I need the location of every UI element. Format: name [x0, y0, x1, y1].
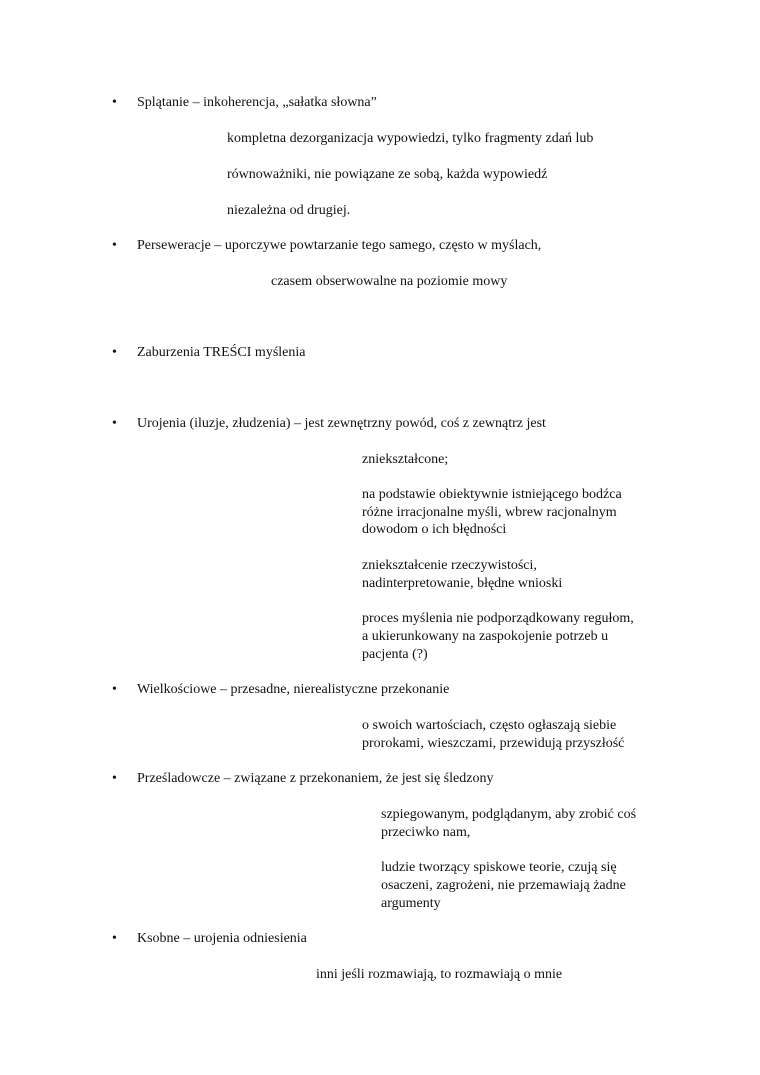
list-item-heading: Wielkościowe – przesadne, nierealistyczne przekonanie	[137, 682, 450, 697]
list-item-text: inni jeśli rozmawiają, to rozmawiają o mnie	[316, 967, 563, 982]
list-item-text: nadinterpretowanie, błędne wnioski	[362, 576, 563, 591]
list-item-text: argumenty	[381, 896, 441, 911]
list-item-heading: Ksobne – urojenia odniesienia	[137, 931, 307, 946]
bullet-icon: •	[112, 345, 117, 360]
list-item-text: pacjenta (?)	[362, 647, 428, 662]
bullet-icon: •	[112, 95, 117, 110]
bullet-icon: •	[112, 416, 117, 431]
bullet-icon: •	[112, 771, 117, 786]
list-item-text: dowodom o ich błędności	[362, 522, 507, 537]
list-item-text: zniekształcenie rzeczywistości,	[362, 558, 537, 573]
bullet-icon: •	[112, 931, 117, 946]
list-item-text: niezależna od drugiej.	[227, 203, 351, 218]
list-item-text: o swoich wartościach, często ogłaszają siebie	[362, 718, 617, 733]
bullet-icon: •	[112, 238, 117, 253]
list-item-text: zniekształcone;	[362, 452, 449, 467]
list-item-text: szpiegowanym, podglądanym, aby zrobić coś	[381, 807, 637, 822]
list-item-text: na podstawie obiektywnie istniejącego bodźca	[362, 487, 622, 502]
list-item-text: kompletna dezorganizacja wypowiedzi, tylko fragmenty zdań lub	[227, 131, 594, 146]
list-item-heading: Splątanie – inkoherencja, „sałatka słowna”	[137, 95, 377, 110]
list-item-text: osaczeni, zagrożeni, nie przemawiają żadne	[381, 878, 626, 893]
list-item-text: różne irracjonalne myśli, wbrew racjonalnym	[362, 505, 617, 520]
list-item-text: a ukierunkowany na zaspokojenie potrzeb u	[362, 629, 609, 644]
list-item-text: prorokami, wieszczami, przewidują przyszłość	[362, 736, 625, 751]
list-item-text: przeciwko nam,	[381, 825, 471, 840]
list-item-text: proces myślenia nie podporządkowany regułom,	[362, 611, 634, 626]
list-item-text: ludzie tworzący spiskowe teorie, czują się	[381, 860, 617, 875]
bullet-icon: •	[112, 682, 117, 697]
list-item-heading: Urojenia (iluzje, złudzenia) – jest zewnętrzny powód, coś z zewnątrz jest	[137, 416, 546, 431]
list-item-text: czasem obserwowalne na poziomie mowy	[271, 274, 508, 289]
list-item-heading: Zaburzenia TREŚCI myślenia	[137, 345, 306, 360]
list-item-text: równoważniki, nie powiązane ze sobą, każda wypowiedź	[227, 167, 548, 182]
list-item-heading: Prześladowcze – związane z przekonaniem, że jest się śledzony	[137, 771, 494, 786]
list-item-heading: Perseweracje – uporczywe powtarzanie tego samego, często w myślach,	[137, 238, 542, 253]
